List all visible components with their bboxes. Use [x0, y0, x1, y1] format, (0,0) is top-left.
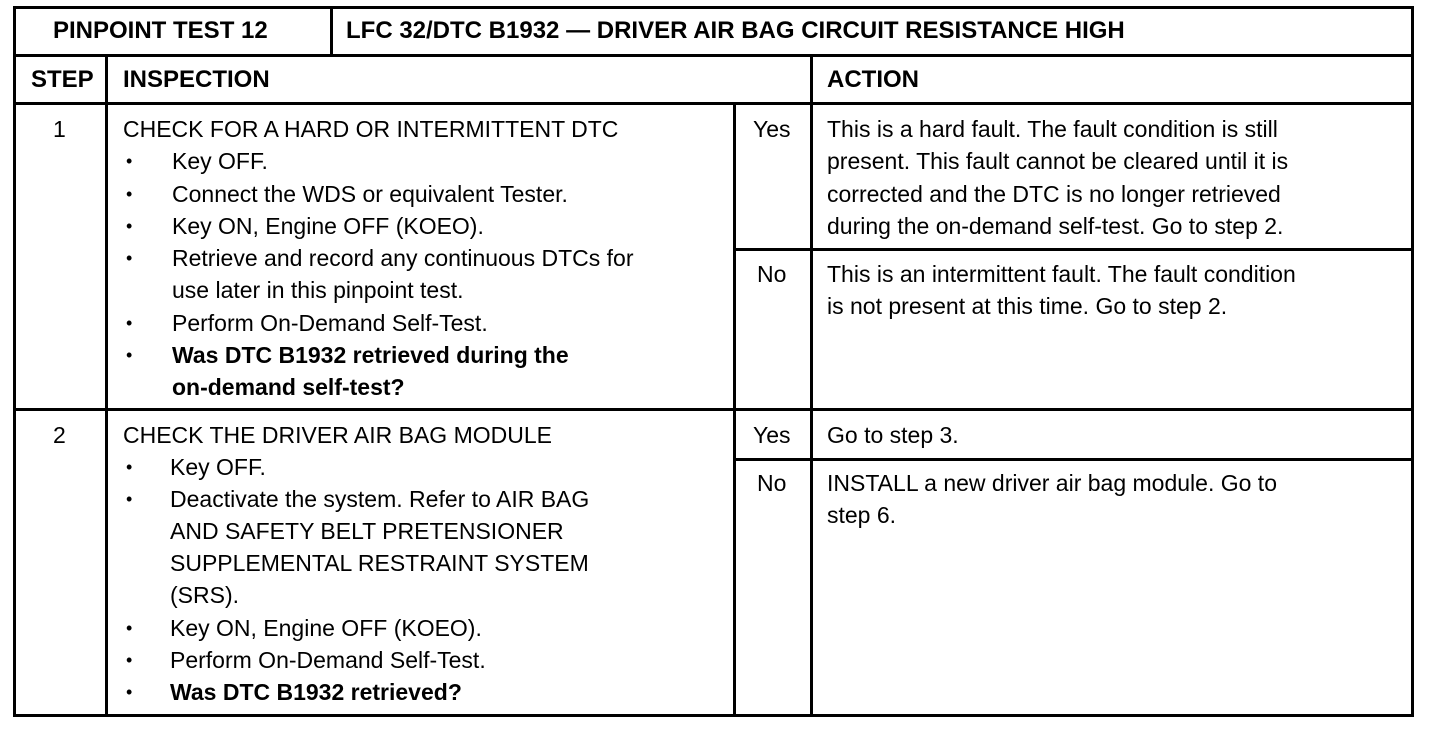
pinpoint-test-title: LFC 32/DTC B1932 — DRIVER AIR BAG CIRCUIT RESISTANCE HIGH [346, 17, 1125, 44]
rule-header-divider [330, 6, 333, 56]
rule-step1-bottom [13, 408, 1414, 411]
action-line: is not present at this time. Go to step 2. [827, 293, 1228, 319]
action-line: present. This fault cannot be cleared until it is [827, 148, 1289, 174]
inspection-item: Key ON, Engine OFF (KOEO). [172, 213, 484, 239]
inspection-item-continued: AND SAFETY BELT PRETENSIONER [170, 518, 564, 544]
inspection-question-continued: on-demand self-test? [172, 374, 405, 400]
column-action: ACTION [827, 66, 919, 93]
inspection-item: Key ON, Engine OFF (KOEO). [170, 615, 482, 641]
action-line: Go to step 3. [827, 422, 959, 448]
column-step: STEP [31, 66, 94, 93]
inspection-item: Perform On-Demand Self-Test. [170, 647, 486, 673]
rule-step-col [105, 54, 108, 717]
rule-step1-yes-bottom [735, 248, 1414, 251]
action-line: step 6. [827, 502, 897, 528]
answer-no: No [757, 470, 787, 496]
rule-action-col [810, 54, 813, 717]
action-line: INSTALL a new driver air bag module. Go to [827, 470, 1277, 496]
action-line: corrected and the DTC is no longer retrieved [827, 181, 1281, 207]
inspection-item: Deactivate the system. Refer to AIR BAG [170, 486, 590, 512]
inspection-item-continued: (SRS). [170, 582, 239, 608]
bullet: • [126, 618, 133, 638]
bullet: • [126, 151, 133, 171]
inspection-item: Key OFF. [172, 148, 268, 174]
inspection-item-continued: SUPPLEMENTAL RESTRAINT SYSTEM [170, 550, 589, 576]
rule-columns-bottom [13, 102, 1414, 105]
answer-yes: Yes [753, 116, 791, 142]
bullet: • [126, 682, 133, 702]
step-title: CHECK THE DRIVER AIR BAG MODULE [123, 422, 552, 448]
answer-yes: Yes [753, 422, 791, 448]
bullet: • [126, 489, 133, 509]
bullet: • [126, 457, 133, 477]
rule-step2-yes-bottom [735, 458, 1414, 461]
inspection-item: Perform On-Demand Self-Test. [172, 310, 488, 336]
inspection-question: Was DTC B1932 retrieved? [170, 679, 462, 705]
bullet: • [126, 345, 133, 365]
step-title: CHECK FOR A HARD OR INTERMITTENT DTC [123, 116, 619, 142]
bullet: • [126, 184, 133, 204]
inspection-item: Connect the WDS or equivalent Tester. [172, 181, 568, 207]
bullet: • [126, 248, 133, 268]
step-number: 2 [53, 422, 66, 448]
column-inspection: INSPECTION [123, 66, 270, 93]
inspection-item-continued: use later in this pinpoint test. [172, 277, 464, 303]
rule-answer-col [733, 102, 736, 717]
bullet: • [126, 216, 133, 236]
inspection-item: Key OFF. [170, 454, 266, 480]
answer-no: No [757, 261, 787, 287]
step-number: 1 [53, 116, 66, 142]
bullet: • [126, 650, 133, 670]
action-line: This is an intermittent fault. The fault condition [827, 261, 1296, 287]
bullet: • [126, 313, 133, 333]
action-line: during the on-demand self-test. Go to step 2. [827, 213, 1284, 239]
rule-header-bottom [13, 54, 1414, 57]
inspection-item: Retrieve and record any continuous DTCs for [172, 245, 634, 271]
inspection-question: Was DTC B1932 retrieved during the [172, 342, 569, 368]
pinpoint-test-label: PINPOINT TEST 12 [53, 17, 268, 44]
action-line: This is a hard fault. The fault condition is still [827, 116, 1278, 142]
